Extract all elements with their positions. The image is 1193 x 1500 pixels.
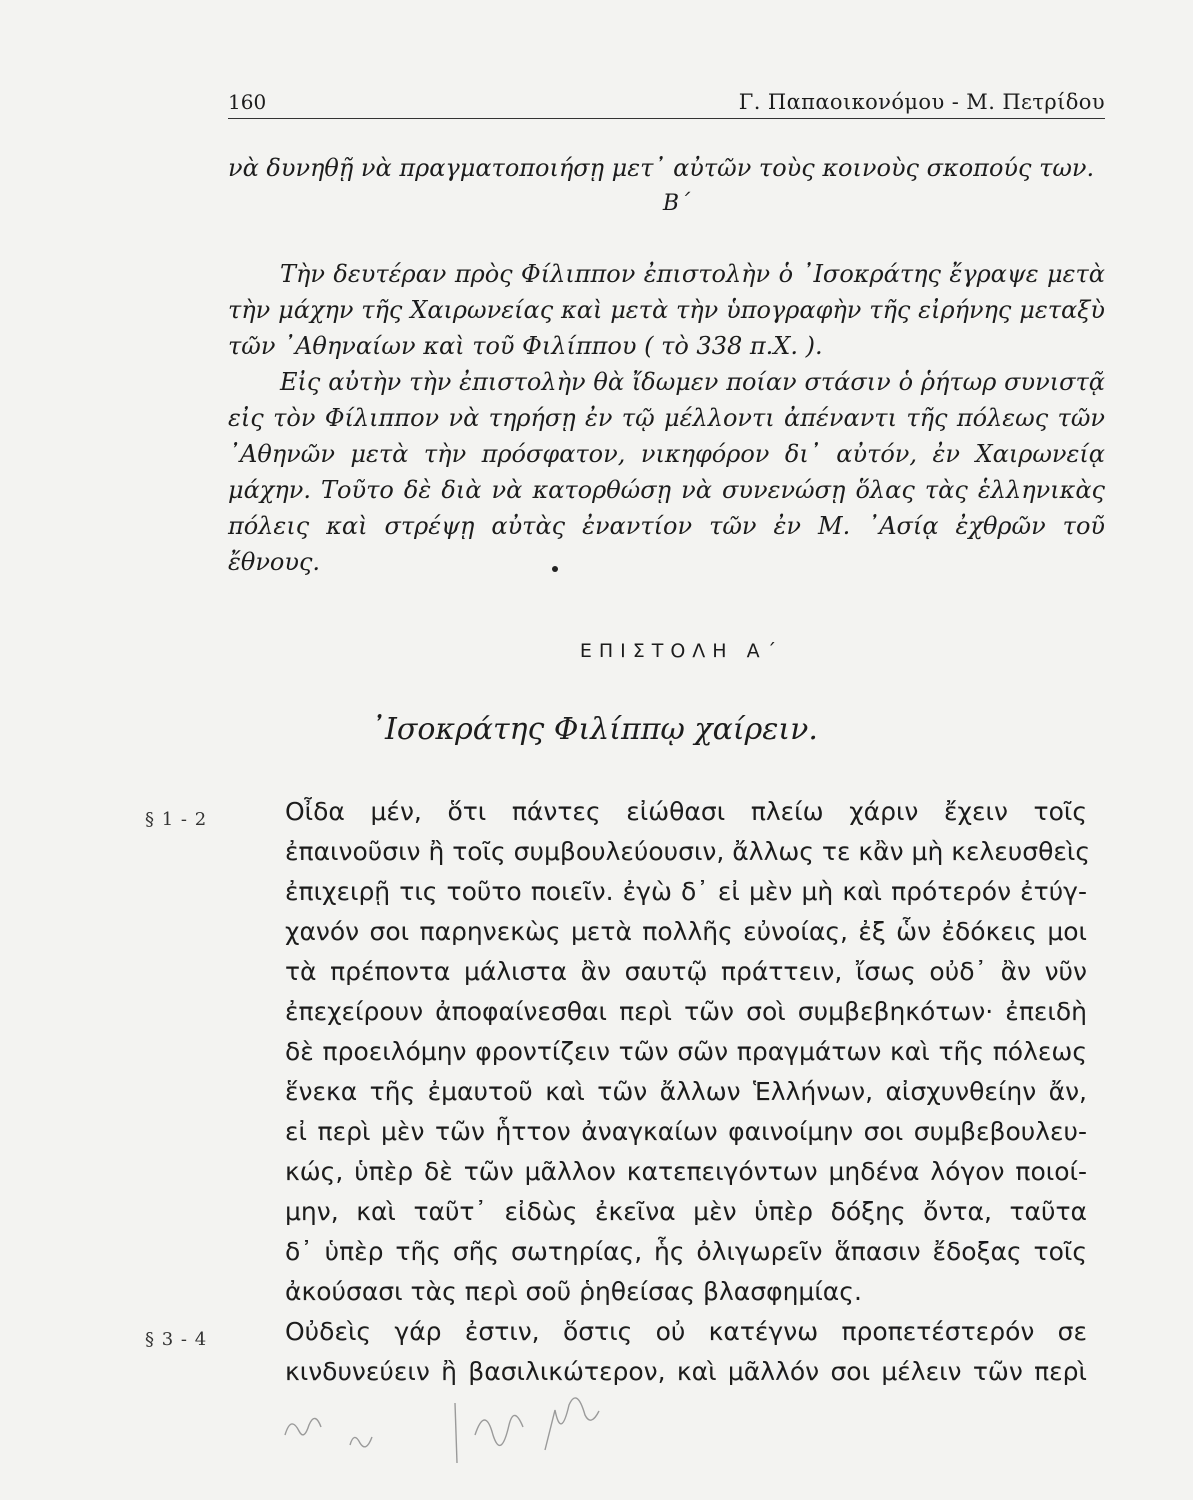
letter-section bbox=[145, 1312, 1087, 1392]
text-line: Οἶδα μέν, ὅτι πάντες εἰώθασι πλείω χάριν ἔχειν τοῖς bbox=[285, 797, 1087, 826]
letter-body bbox=[145, 792, 1091, 1392]
letter-section bbox=[145, 792, 1091, 1312]
text-line: ἐπαινοῦσιν ἢ τοῖς συμβουλεύουσιν, ἄλλως τε κἂν μὴ κελευσθεὶς bbox=[285, 837, 1091, 866]
ink-dot bbox=[552, 566, 558, 572]
letter-greeting: ᾽Ισοκράτης Φιλίππῳ χαίρειν. bbox=[370, 712, 818, 747]
text-line: ἐπεχείρουν ἀποφαίνεσθαι περὶ τῶν σοὶ συμβεβηκότων· ἐπειδὴ bbox=[285, 997, 1087, 1026]
text-line: δὲ προειλόμην φροντίζειν τῶν σῶν πραγμάτων καὶ τῆς πόλεως bbox=[285, 1037, 1087, 1066]
section-mark: Β΄ bbox=[662, 191, 691, 216]
text-line: χανόν σοι παρηνεκὼς μετὰ πολλῆς εὐνοίας, ἐξ ὧν ἐδόκεις μοι bbox=[285, 917, 1087, 946]
text-line: κινδυνεύειν ἢ βασιλικώτερον, καὶ μᾶλλόν σοι μέλειν τῶν περὶ bbox=[285, 1357, 1087, 1386]
text-line: εἰ περὶ μὲν τῶν ἧττον ἀναγκαίων φαινοίμην σοι συμβεβουλευ- bbox=[285, 1117, 1087, 1146]
section-reference: § 3 - 4 bbox=[145, 1329, 208, 1350]
intro-paragraph-2: Εἰς αὐτὴν τὴν ἐπιστολὴν θὰ ἴδωμεν ποίαν στάσιν ὁ ῥήτωρ συνιστᾷ εἰς τὸν Φίλιππον νὰ τηρήσῃ ἐν τῷ μέλλοντι ἀπέναντι τῆς πόλεως τῶν ᾽Αθηνῶν μετὰ τὴν πρόσφατον, νικηφόρον δι᾽ αὐτόν, ἐν Χαιρωνείᾳ μάχην. Τοῦτο δὲ διὰ νὰ κατορθώσῃ νὰ συνενώσῃ ὅλας τὰς ἑλληνικὰς πόλεις καὶ στρέψῃ αὐτὰς ἐναντίον τῶν ἐν Μ. ᾽Ασίᾳ ἐχθρῶν τοῦ ἔθνους. bbox=[228, 368, 1105, 576]
text-line: τὰ πρέποντα μάλιστα ἂν σαυτῷ πράττειν, ἴσως οὐδ᾽ ἂν νῦν bbox=[285, 957, 1087, 986]
text-line: μην, καὶ ταῦτ᾽ εἰδὼς ἐκεῖνα μὲν ὑπὲρ δόξης ὄντα, ταῦτα bbox=[285, 1197, 1087, 1226]
text-line: ἐπιχειρῇ τις τοῦτο ποιεῖν. ἐγὼ δ᾽ εἰ μὲν μὴ καὶ πρότερόν ἐτύγ- bbox=[285, 877, 1087, 906]
text-line: κώς, ὑπὲρ δὲ τῶν μᾶλλον κατεπειγόντων μηδένα λόγον ποιοί- bbox=[285, 1157, 1087, 1186]
text-line: ἀκούσασι τὰς περὶ σοῦ ῥηθείσας βλασφημίας. bbox=[285, 1277, 862, 1306]
pencil-scribble-illustration bbox=[280, 1395, 700, 1465]
text-line: Οὐδεὶς γάρ ἐστιν, ὅστις οὐ κατέγνω προπετέστερόν σε bbox=[285, 1317, 1087, 1346]
intro-paragraph-1: Τὴν δευτέραν πρὸς Φίλιππον ἐπιστολὴν ὁ ᾽Ισοκράτης ἔγραψε μετὰ τὴν μάχην τῆς Χαιρωνείας καὶ μετὰ τὴν ὑπογραφὴν τῆς εἰρήνης μεταξὺ τῶν ᾽Αθηναίων καὶ τοῦ Φιλίππου ( τὸ 338 π.Χ. ). bbox=[228, 260, 1105, 360]
page-number: 160 bbox=[228, 90, 267, 114]
letter-heading: ΕΠΙΣΤΟΛΗ Α΄ bbox=[579, 640, 784, 662]
text-line: δ᾽ ὑπὲρ τῆς σῆς σωτηρίας, ἧς ὀλιγωρεῖν ἅπασιν ἔδοξας τοῖς bbox=[285, 1237, 1087, 1266]
carryover-line: νὰ δυνηθῇ νὰ πραγματοποιήσῃ μετ᾽ αὐτῶν τοὺς κοινοὺς σκοπούς των. bbox=[228, 154, 1095, 182]
running-head-authors: Γ. Παπαοικονόμου - Μ. Πετρίδου bbox=[738, 90, 1105, 114]
introduction bbox=[228, 150, 1105, 580]
running-head bbox=[228, 86, 1105, 119]
section-reference: § 1 - 2 bbox=[145, 809, 208, 830]
text-line: ἕνεκα τῆς ἐμαυτοῦ καὶ τῶν ἄλλων Ἑλλήνων, αἰσχυνθείην ἄν, bbox=[285, 1077, 1087, 1106]
